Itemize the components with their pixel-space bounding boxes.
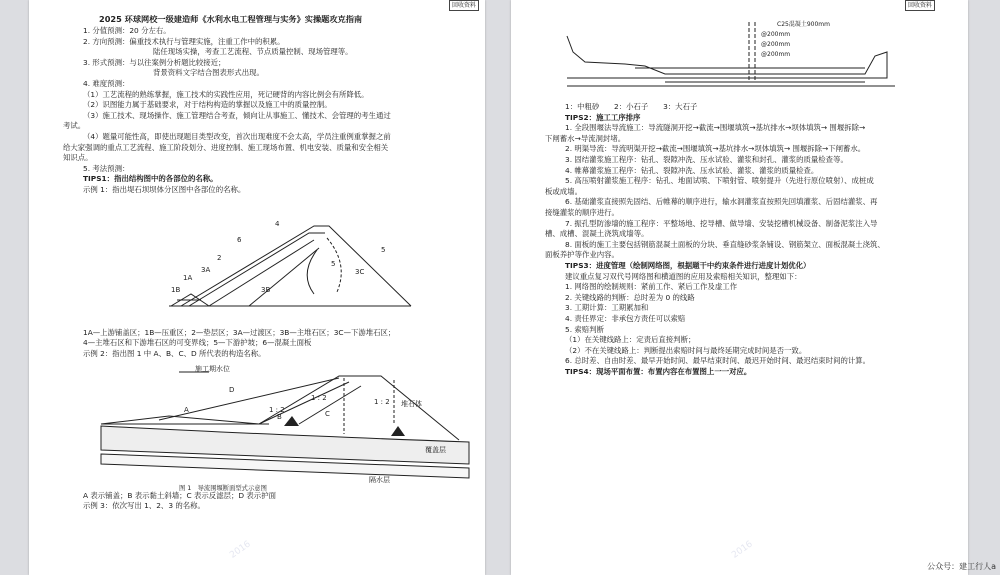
- right-page: [511, 0, 968, 575]
- dam-zoning-diagram: [149, 214, 419, 326]
- text-line: 2. 方向预测：偏重技术执行与管理实施，注重工作中的积累。: [83, 36, 285, 46]
- cofferdam-section-diagram: [99, 364, 479, 490]
- text-line: （2）不在关键线路上：判断提出索赔时间与最终延期完成时间是否一致。: [565, 345, 807, 355]
- pile-foundation-diagram: [565, 16, 901, 100]
- rockfill-label: 堆石体: [401, 400, 422, 408]
- text-line: 6. 基础灌浆直接照先固结、后帷幕的顺序进行，输水洞灌浆直按照先回填灌浆、后固结灌浆、再: [565, 197, 878, 207]
- text-line: 4. 责任界定：非承包方责任可以索赔: [565, 314, 686, 323]
- text-line: 1. 分值预测：20 分左右。: [83, 26, 171, 35]
- dim-label: @200mm: [761, 51, 791, 58]
- text-line: 4. 难度预测：: [83, 79, 130, 88]
- text-line: 背景资料文字结合图表形式出现。: [153, 68, 264, 78]
- text-line: 5. 考法预测：: [83, 163, 130, 173]
- text-line: 1. 全段围堰法导流施工：导流隧洞开挖→截流→围堰填筑→基坑排水→坝体填筑→ 围堰拆除→: [565, 123, 866, 133]
- text-line: 4—主堆石区和下游堆石区的可变界线；5—下游护坡；6—混凝土面板: [83, 338, 312, 348]
- qr-code-icon: 回收资料: [449, 0, 479, 11]
- dam-label: 3B: [261, 286, 271, 294]
- text-line: 6. 总时差、自由时差、最早开始时间、最早结束时间、最迟开始时间、最迟结束时间的计算。: [565, 356, 871, 366]
- text-line: 3. 固结灌浆施工程序：钻孔、裂隙冲洗、压水试验、灌浆和封孔、灌浆的质量检查等。: [565, 155, 848, 164]
- text-line: 示例 1：指出堤石坝坝体分区图中各部位的名称。: [83, 185, 246, 194]
- watermark: 2016: [730, 539, 755, 561]
- slope-label: 1 : 2: [374, 398, 390, 406]
- text-line: 3. 形式预测：与以往案例分析题比较接近；: [83, 57, 226, 67]
- text-line: 面板养护等作业内容。: [545, 250, 619, 260]
- slope-label: 1 : 2: [311, 394, 327, 402]
- text-line: 给大家强调的重点工艺流程、施工阶段划分、进度控制、施工现场布置、机电安装、质量和安全相关: [63, 142, 389, 152]
- dim-label: @200mm: [761, 31, 791, 38]
- text-line: 下闸蓄水→导流洞封堵。: [545, 133, 626, 143]
- text-line: A 表示铺盖；B 表示黏土斜墙；C 表示反滤层；D 表示护面: [83, 491, 276, 500]
- text-line: （1）工艺流程的熟练掌握，施工技术的实践性应用，死记硬背的内容比例会有所降低。: [83, 89, 369, 99]
- footer-account: 公众号：建工行人a: [927, 562, 996, 571]
- text-line: 知识点。: [63, 153, 93, 163]
- dam-label: 1A: [183, 274, 193, 282]
- text-line: （2）识图能力属于基础要求，对于结构构造的掌握以及施工中的质量控制。: [83, 100, 332, 110]
- dam-label: 3C: [355, 268, 365, 276]
- weir-letter: B: [277, 413, 282, 421]
- water-level-label: 施工期水位: [195, 365, 230, 373]
- text-line: 槽、成槽、混凝土浇筑成墙等。: [545, 229, 649, 239]
- text-line: 2. 明渠导流：导流明渠开挖→截流→围堰填筑→基坑排水→坝体填筑→ 围堰拆除→下闸蓄水。: [565, 144, 866, 154]
- text-line: 5. 高压喷射灌浆施工程序：钻孔、地面试喷、下喷射管、喷射提升（先进行原位喷射）、成桩成: [565, 176, 874, 186]
- text-line: 4. 帷幕灌浆施工程序：钻孔、裂隙冲洗、压水试验、灌浆、灌浆的质量检查。: [565, 165, 819, 175]
- left-page: [29, 0, 485, 575]
- text-line: TIPS1：指出结构图中的各部位的名称。: [83, 174, 218, 184]
- dam-label: 5: [331, 260, 336, 268]
- text-line: 1A—上游铺盖区；1B—压重区；2—垫层区；3A—过渡区；3B—主堆石区；3C—下游堆石区；: [83, 328, 396, 337]
- text-line: 接缝灌浆的顺序进行。: [545, 208, 619, 217]
- text-line: 示例 3：依次写出 1、2、3 的名称。: [83, 501, 205, 511]
- text-line: 3. 工期计算：工期累加和: [565, 303, 649, 313]
- weir-letter: C: [325, 410, 330, 418]
- overburden-label: 覆盖层: [425, 446, 446, 454]
- text-line: 建议重点复习双代号网络图和横道图的应用及索赔相关知识，整理如下：: [565, 271, 802, 281]
- watermark: 2016: [228, 539, 253, 561]
- weir-letter: A: [184, 406, 189, 414]
- text-line: TIPS3：进度管理（绘制网络图，根据题干中约束条件进行进度计划优化）: [565, 261, 811, 270]
- text-line: 5. 索赔判断: [565, 324, 604, 334]
- text-line: 陆任现场实操，考查工艺流程、节点质量控制、现场管理等。: [153, 47, 353, 57]
- dam-label: 6: [237, 236, 242, 244]
- dam-label: 2: [217, 254, 222, 262]
- dim-label: @200mm: [761, 41, 791, 48]
- dam-label: 4: [275, 220, 280, 228]
- dam-label: 3A: [201, 266, 211, 274]
- text-line: 8. 面板的施工主要包括钢筋混凝土面板的分块、垂直缝砂浆条铺设、钢筋架立、面板混凝土浇筑、: [565, 239, 885, 249]
- text-line: 示例 2：指出图 1 中 A、B、C、D 所代表的构造名称。: [83, 348, 266, 358]
- text-line: 1：中粗砂 2：小石子 3：大石子: [565, 102, 698, 111]
- text-line: 考试。: [63, 121, 86, 131]
- text-line: 7. 振孔型防渗墙的施工程序：平整场地、挖导槽、做导墙、安装挖槽机械设备、制备泥浆注入导: [565, 218, 878, 228]
- text-line: （4）题量可能性高，即使出现题目类型改变，首次出现难度不会太高，学员注重例重掌握之前: [83, 132, 391, 141]
- text-line: TIPS4：现场平面布置：布置内容在布置图上一一对应。: [565, 367, 752, 376]
- concrete-label: C25混凝土900mm: [777, 21, 830, 28]
- text-line: （3）施工技术、现场操作、施工管理结合考查，倾向让从事施工、懂技术、会管理的考生通过: [83, 110, 391, 120]
- figure-caption: 图 1 导流围堰断面型式示意图: [179, 485, 267, 492]
- dam-label: 5: [381, 246, 386, 254]
- qr-code-icon: 回收资料: [905, 0, 935, 11]
- document-title: 2025 环球网校一级建造师《水利水电工程管理与实务》实操题攻克指南: [99, 14, 363, 24]
- text-line: 板或成墙。: [545, 186, 582, 196]
- text-line: （1）在关键线路上：定责后直接判断；: [565, 335, 696, 345]
- slope-label: 1 : 2: [269, 406, 285, 414]
- text-line: TIPS2：施工工序排序: [565, 112, 641, 122]
- weir-letter: D: [229, 386, 235, 394]
- dam-label: 1B: [171, 286, 181, 294]
- text-line: 1. 网络图的绘制规则：紧前工作、紧后工作及虚工作: [565, 282, 737, 292]
- text-line: 2. 关键线路的判断：总时差为 0 的线路: [565, 292, 695, 302]
- aquiclude-label: 隔水层: [369, 476, 390, 484]
